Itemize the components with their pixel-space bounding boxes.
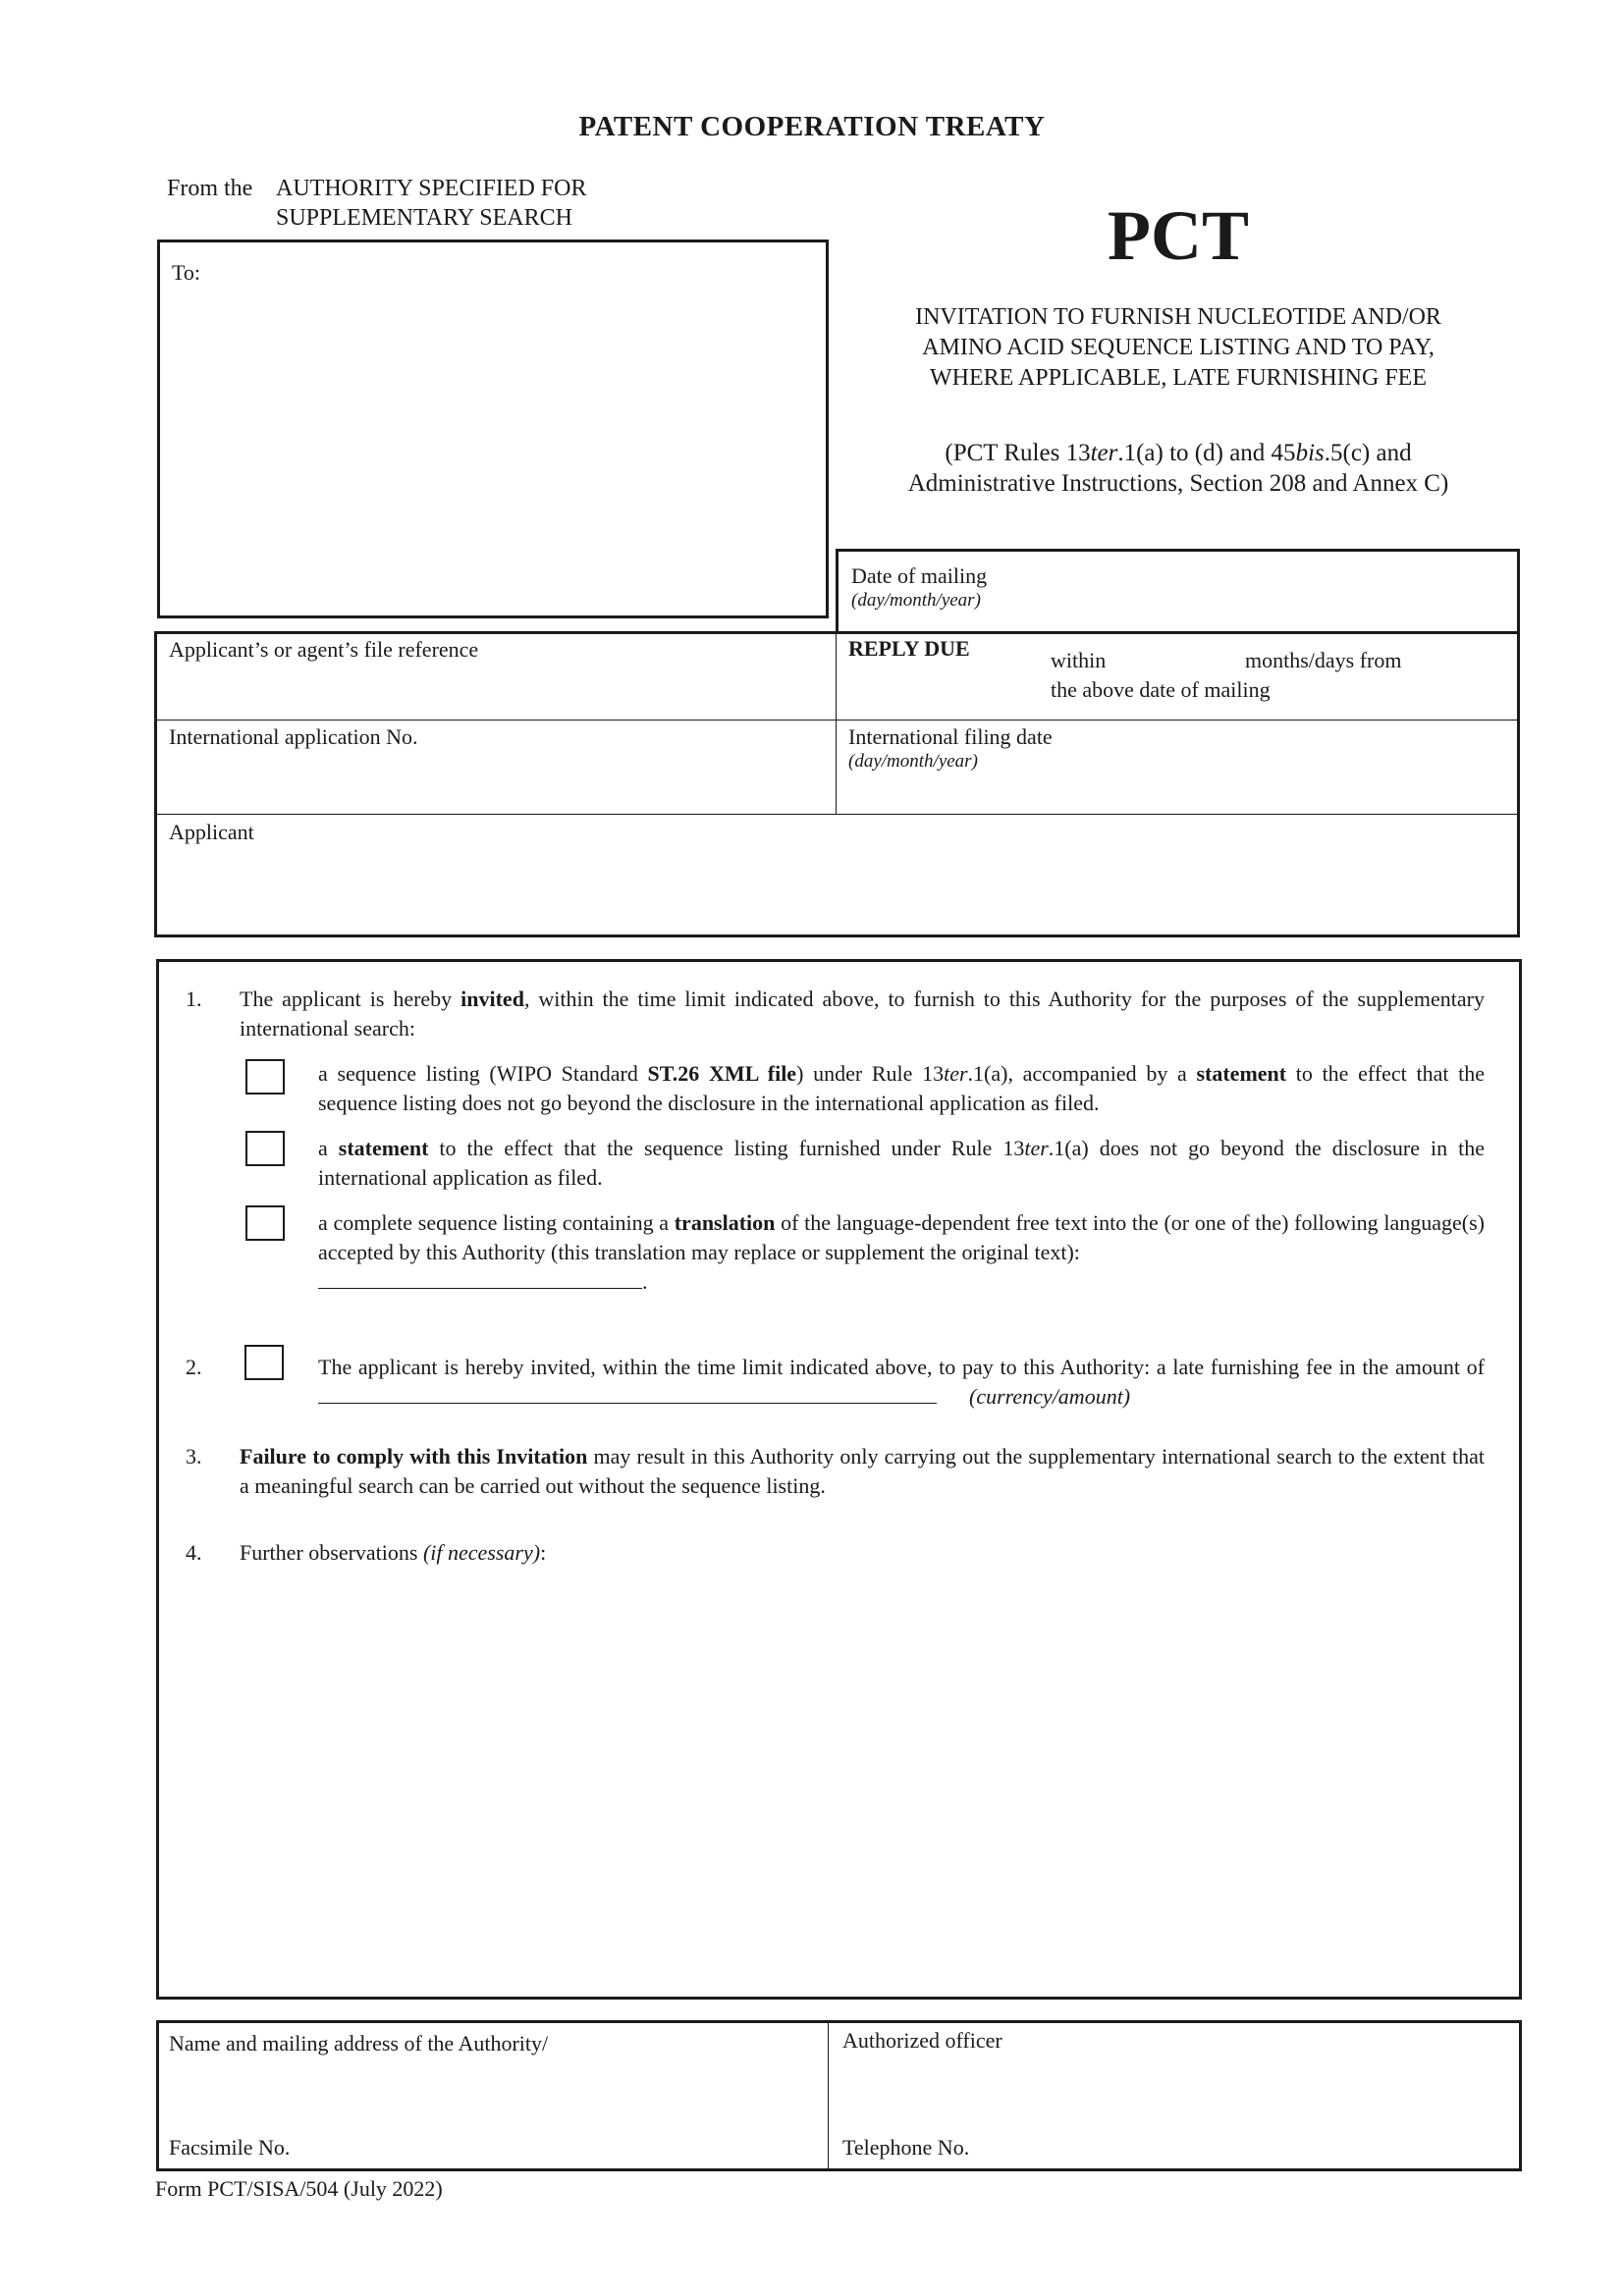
rules-a: (PCT Rules 13 bbox=[945, 440, 1091, 466]
to-address-box[interactable] bbox=[157, 240, 829, 618]
option-translation-text: a complete sequence listing containing a translation of the language-dependent free text into the (or one of the) following language(s) accepted by this Authority (this translation may replace or supplement the original text): bbox=[318, 1210, 1485, 1264]
date-of-mailing-label: Date of mailing bbox=[851, 563, 988, 588]
rules-c: .5(c) and bbox=[1324, 440, 1412, 466]
item-3-text: Failure to comply with this Invitation may result in this Authority only carrying out the supplementary international search to the extent that a meaningful search can be carried out without the sequence listing. bbox=[240, 1444, 1485, 1498]
item-2-number: 2. bbox=[186, 1355, 202, 1379]
form-title bbox=[844, 302, 1512, 394]
form-identifier: Form PCT/SISA/504 (July 2022) bbox=[155, 2176, 443, 2201]
application-no-field[interactable] bbox=[157, 722, 835, 813]
rules-bis: bis bbox=[1295, 440, 1325, 466]
form-title-line2: AMINO ACID SEQUENCE LISTING AND TO PAY, bbox=[922, 335, 1435, 360]
facsimile-label: Facsimile No. bbox=[169, 2135, 291, 2160]
reply-within-label: within bbox=[1051, 648, 1107, 672]
further-observations-area[interactable] bbox=[240, 1580, 1485, 1973]
item-1-number: 1. bbox=[186, 987, 202, 1011]
item-4-number: 4. bbox=[186, 1540, 202, 1565]
telephone-label: Telephone No. bbox=[842, 2135, 970, 2160]
info-table-row-line-1 bbox=[154, 720, 1520, 721]
item-1-text: The applicant is hereby invited, within the time limit indicated above, to furnish to this Authority for the purposes of the supplementary international search: bbox=[240, 987, 1485, 1041]
option-statement-text: a statement to the effect that the sequence listing furnished under Rule 13ter.1(a) does not go beyond the disclosure in the international application as filed. bbox=[318, 1136, 1485, 1190]
reply-months-days-label: months/days from bbox=[1245, 648, 1402, 672]
rules-reference bbox=[844, 438, 1512, 499]
rules-line2: Administrative Instructions, Section 208 and Annex C) bbox=[907, 470, 1449, 497]
fee-amount-line[interactable] bbox=[318, 1383, 937, 1404]
file-reference-label: Applicant’s or agent’s file reference bbox=[169, 637, 479, 662]
item-3-number: 3. bbox=[186, 1444, 202, 1468]
footer-divider bbox=[828, 2020, 829, 2171]
form-title-line1: INVITATION TO FURNISH NUCLEOTIDE AND/OR bbox=[915, 304, 1441, 330]
applicant-label: Applicant bbox=[169, 820, 254, 844]
date-of-mailing-format: (day/month/year) bbox=[851, 590, 981, 611]
name-address-label: Name and mailing address of the Authority/ bbox=[169, 2031, 549, 2056]
treaty-title: PATENT COOPERATION TREATY bbox=[578, 111, 1046, 142]
date-of-mailing-box[interactable] bbox=[836, 549, 1520, 633]
translation-language-line[interactable]: . bbox=[318, 1267, 648, 1297]
translation-checkbox[interactable] bbox=[245, 1205, 285, 1241]
application-no-label: International application No. bbox=[169, 724, 418, 749]
from-label: From the bbox=[167, 176, 253, 201]
reply-due-field bbox=[838, 634, 1517, 719]
info-table-divider bbox=[836, 631, 837, 815]
item-2-text: The applicant is hereby invited, within the time limit indicated above, to pay to this Authority: a late furnishing fee in the amount of (currency/amount) bbox=[318, 1355, 1485, 1409]
late-fee-checkbox[interactable] bbox=[244, 1345, 284, 1380]
rules-ter: ter bbox=[1090, 440, 1118, 466]
filing-date-field[interactable] bbox=[838, 722, 1517, 813]
item-4-text: Further observations (if necessary): bbox=[240, 1540, 547, 1565]
pct-logo-text: PCT bbox=[1108, 196, 1249, 275]
applicant-field[interactable] bbox=[157, 817, 1517, 934]
form-title-line3: WHERE APPLICABLE, LATE FURNISHING FEE bbox=[929, 365, 1427, 391]
file-reference-field[interactable] bbox=[157, 634, 835, 719]
info-table-row-line-2 bbox=[154, 814, 1520, 815]
reply-above-date-label: the above date of mailing bbox=[1051, 677, 1271, 702]
authorized-officer-label: Authorized officer bbox=[842, 2028, 1002, 2053]
rules-b: .1(a) to (d) and 45 bbox=[1117, 440, 1296, 466]
sequence-listing-checkbox[interactable] bbox=[245, 1059, 285, 1095]
option-sequence-listing-text: a sequence listing (WIPO Standard ST.26 XML file) under Rule 13ter.1(a), accompanied by a statement to the effect that the sequence listing does not go beyond the disclosure in the international application as filed. bbox=[318, 1061, 1485, 1115]
reply-due-label: REPLY DUE bbox=[848, 636, 970, 661]
authority-line2: SUPPLEMENTARY SEARCH bbox=[276, 205, 572, 231]
authority-line1: AUTHORITY SPECIFIED FOR bbox=[276, 176, 587, 201]
statement-checkbox[interactable] bbox=[245, 1131, 285, 1166]
to-label: To: bbox=[172, 260, 201, 285]
filing-date-label: International filing date bbox=[848, 724, 1053, 749]
filing-date-format: (day/month/year) bbox=[848, 751, 978, 772]
